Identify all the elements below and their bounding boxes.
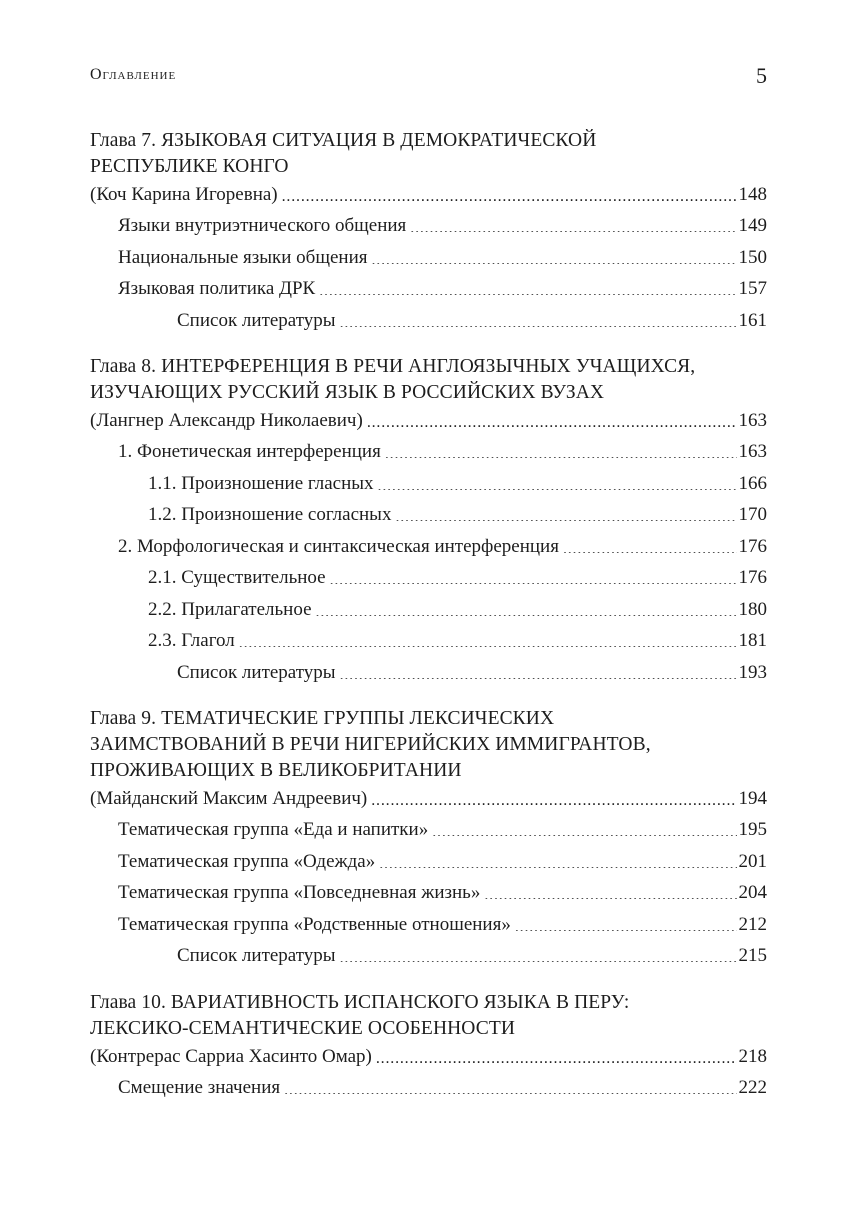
toc-entry-references[interactable] (90, 305, 767, 337)
dot-leader (378, 471, 737, 490)
dot-leader (330, 565, 737, 584)
entry-text: Смещение значения (118, 1076, 281, 1098)
entry-text: (Лангнер Александр Николаевич) (90, 410, 363, 431)
entry-text: Тематическая группа «Одежда» (118, 850, 376, 872)
entry-page: 148 (738, 184, 767, 205)
dot-leader (340, 660, 737, 679)
dot-leader (515, 912, 737, 931)
entry-text: Тематическая группа «Еда и напитки» (118, 819, 429, 840)
entry-page: 176 (738, 567, 767, 588)
entry-page: 195 (738, 819, 767, 840)
toc-entry[interactable] (90, 531, 767, 563)
entry-page: 166 (738, 472, 767, 494)
chapter-title-line: Глава 8. ИНТЕРФЕРЕНЦИЯ В РЕЧИ АНГЛОЯЗЫЧНЫХ УЧАЩИХСЯ, (90, 356, 696, 377)
entry-text: 1. Фонетическая интерференция (118, 441, 381, 462)
entry-page: 181 (738, 630, 767, 651)
entry-page: 222 (738, 1076, 767, 1098)
dot-leader (367, 408, 737, 427)
toc-entry[interactable] (90, 468, 767, 500)
entry-page: 161 (738, 309, 767, 331)
toc-entry[interactable] (90, 1072, 767, 1104)
entry-page: 212 (738, 913, 767, 935)
toc-entry[interactable] (90, 273, 767, 305)
entry-page: 170 (738, 504, 767, 525)
chapter-title (90, 128, 767, 180)
entry-page: 201 (738, 850, 767, 872)
dot-leader (376, 1044, 737, 1063)
dot-leader (371, 786, 736, 805)
table-of-contents (90, 128, 767, 1121)
chapter-title (90, 990, 767, 1042)
dot-leader (432, 817, 736, 836)
chapter-8 (90, 354, 767, 688)
chapter-title-line: Глава 10. ВАРИАТИВНОСТЬ ИСПАНСКОГО ЯЗЫКА В ПЕРУ: (90, 991, 630, 1013)
entry-page: 204 (738, 882, 767, 903)
page-number: 5 (756, 63, 767, 88)
entry-page: 180 (738, 598, 767, 620)
entry-text: Список литературы (177, 945, 336, 966)
toc-entry[interactable] (90, 909, 767, 941)
dot-leader (563, 534, 737, 553)
entry-page: 163 (738, 410, 767, 431)
entry-text: 1.1. Произношение гласных (148, 472, 374, 494)
toc-entry[interactable] (90, 210, 767, 242)
dot-leader (484, 880, 736, 899)
entry-text: 2.3. Глагол (148, 630, 235, 651)
entry-text: 2.1. Существительное (148, 567, 326, 588)
entry-text: (Майданский Максим Андреевич) (90, 788, 368, 809)
dot-leader (282, 182, 737, 201)
toc-entry-author[interactable] (90, 784, 767, 814)
entry-text: 2.2. Прилагательное (148, 598, 312, 620)
toc-entry[interactable] (90, 436, 767, 468)
dot-leader (379, 849, 736, 868)
dot-leader (316, 597, 737, 616)
chapter-title-line: ПРОЖИВАЮЩИХ В ВЕЛИКОБРИТАНИИ (90, 760, 462, 781)
toc-entry-author[interactable] (90, 1042, 767, 1072)
entry-page: 149 (738, 215, 767, 236)
dot-leader (340, 943, 737, 962)
toc-entry-references[interactable] (90, 657, 767, 689)
entry-page: 215 (738, 945, 767, 966)
entry-text: Список литературы (177, 309, 336, 331)
dot-leader (410, 213, 736, 232)
chapter-title-line: ЗАИМСТВОВАНИЙ В РЕЧИ НИГЕРИЙСКИХ ИММИГРАНТОВ, (90, 734, 651, 755)
entry-text: Национальные языки общения (118, 246, 368, 268)
entry-text: Тематическая группа «Повседневная жизнь» (118, 882, 481, 903)
entry-text: (Контрерас Сарриа Хасинто Омар) (90, 1045, 372, 1067)
entry-page: 194 (738, 788, 767, 809)
toc-entry[interactable] (90, 562, 767, 594)
chapter-7 (90, 128, 767, 336)
toc-entry[interactable] (90, 846, 767, 878)
entry-text: Тематическая группа «Родственные отношения» (118, 913, 511, 935)
toc-entry[interactable] (90, 499, 767, 531)
dot-leader (239, 628, 737, 647)
entry-text: Языки внутриэтнического общения (118, 215, 407, 236)
dot-leader (319, 276, 736, 295)
chapter-title-line: ЛЕКСИКО-СЕМАНТИЧЕСКИЕ ОСОБЕННОСТИ (90, 1017, 516, 1039)
toc-entry-references[interactable] (90, 940, 767, 972)
toc-entry[interactable] (90, 814, 767, 846)
toc-entry-author[interactable] (90, 406, 767, 436)
chapter-title-line: РЕСПУБЛИКЕ КОНГО (90, 156, 289, 177)
toc-entry[interactable] (90, 877, 767, 909)
chapter-title (90, 354, 767, 406)
entry-text: 1.2. Произношение согласных (148, 504, 392, 525)
running-title: Оглавление (90, 66, 177, 83)
toc-entry[interactable] (90, 594, 767, 626)
dot-leader (340, 308, 737, 327)
entry-page: 163 (738, 441, 767, 462)
entry-text: 2. Морфологическая и синтаксическая интерференция (118, 535, 559, 557)
entry-page: 150 (738, 246, 767, 268)
chapter-title (90, 706, 767, 784)
dot-leader (395, 502, 736, 521)
entry-page: 157 (738, 278, 767, 299)
chapter-title-line: Глава 9. ТЕМАТИЧЕСКИЕ ГРУППЫ ЛЕКСИЧЕСКИХ (90, 708, 555, 729)
chapter-title-line: ИЗУЧАЮЩИХ РУССКИЙ ЯЗЫК В РОССИЙСКИХ ВУЗАХ (90, 382, 605, 403)
entry-page: 218 (738, 1045, 767, 1067)
dot-leader (385, 439, 737, 458)
entry-text: (Коч Карина Игоревна) (90, 184, 278, 205)
entry-text: Языковая политика ДРК (118, 278, 316, 299)
toc-entry[interactable] (90, 242, 767, 274)
chapter-10 (90, 990, 767, 1104)
toc-entry[interactable] (90, 625, 767, 657)
toc-entry-author[interactable] (90, 180, 767, 210)
chapter-title-line: Глава 7. ЯЗЫКОВАЯ СИТУАЦИЯ В ДЕМОКРАТИЧЕСКОЙ (90, 130, 597, 151)
dot-leader (372, 245, 737, 264)
chapter-9 (90, 706, 767, 972)
dot-leader (284, 1075, 736, 1094)
entry-page: 193 (738, 661, 767, 683)
entry-text: Список литературы (177, 661, 336, 683)
entry-page: 176 (738, 535, 767, 557)
